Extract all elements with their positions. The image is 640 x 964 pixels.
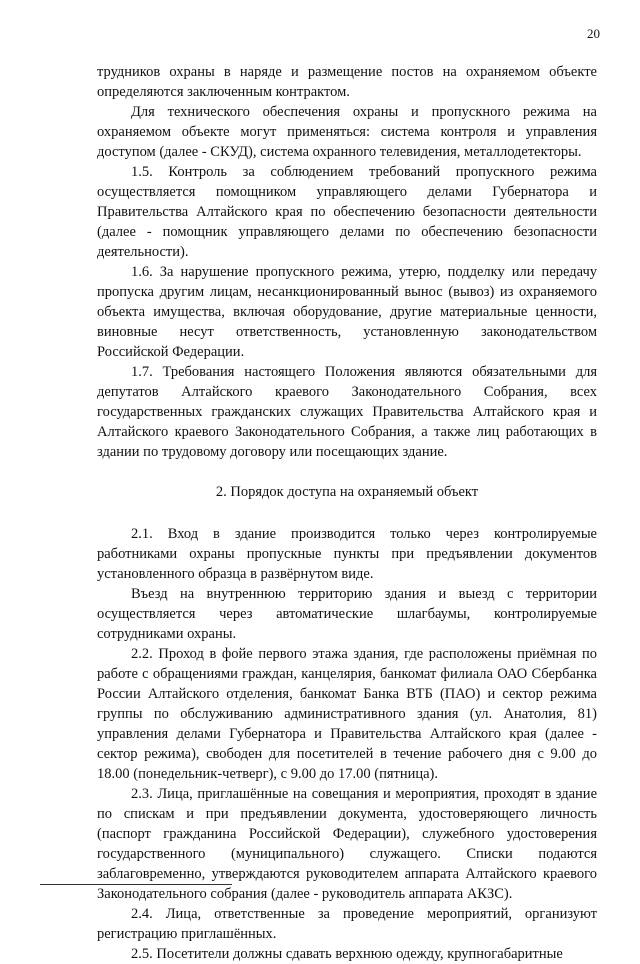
page-number: 20	[587, 26, 600, 41]
paragraph-2-2: 2.2. Проход в фойе первого этажа здания, где расположены приёмная по работе с обращениями граждан, канцелярия, банкомат филиала ОАО Сбербанка России Алтайского отделения, банкомат Банка ВТБ (ПАО) и сектор режима группы по обслуживанию административного здания (ул. Анатолия, 81) управления делами Губернатора и Правительства Алтайского края (далее - сектор режима), свободен для посетителей в течение рабочего дня с 9.00 до 18.00 (понедельник-четверг), с 9.00 до 17.00 (пятница).	[97, 646, 597, 782]
paragraph-2-3: 2.3. Лица, приглашённые на совещания и мероприятия, проходят в здание по спискам и при предъявлении документа, удостоверяющего личность (паспорт гражданина Российской Федерации), служебного удостоверения государственного (муниципального) служащего. Списки подаются заблаговременно, утверждаются руководителем аппарата Алтайского краевого Законодательного собрания (далее - руководитель аппарата АКЗС).	[97, 786, 597, 902]
section-heading: 2. Порядок доступа на охраняемый объект	[215, 484, 479, 500]
paragraph-vehicle-entry: Въезд на внутреннюю территорию здания и выезд с территории осуществляется через автоматические шлагбаумы, контролируемые сотрудниками охраны.	[97, 586, 597, 642]
paragraph-1-6: 1.6. За нарушение пропускного режима, утерю, подделку или передачу пропуска другим лицам, несанкционированный вынос (вывоз) из охраняемого объекта имущества, включая оборудование, другие материальные ценности, виновные несут ответственность, установленную законодательством Российской Федерации.	[97, 264, 597, 360]
footer-divider	[40, 884, 232, 885]
paragraph-continuation: трудников охраны в наряде и размещение постов на охраняемом объекте определяются заключенным контрактом.	[97, 64, 597, 100]
paragraph-2-1: 2.1. Вход в здание производится только через контролируемые работниками охраны пропускные пункты при предъявлении документов установленного образца в развёрнутом виде.	[97, 526, 597, 582]
paragraph-technical-means: Для технического обеспечения охраны и пропускного режима на охраняемом объекте могут применяться: система контроля и управления доступом (далее - СКУД), система охранного телевидения, металлодетекторы.	[97, 104, 597, 160]
paragraph-1-5: 1.5. Контроль за соблюдением требований пропускного режима осуществляется помощником управляющего делами Губернатора и Правительства Алтайского края по обеспечению безопасности деятельности (далее - помощник управляющего делами по обеспечению безопасности деятельности).	[97, 164, 597, 260]
document-body	[97, 62, 597, 964]
paragraph-2-5: 2.5. Посетители должны сдавать верхнюю одежду, крупногабаритные	[131, 946, 563, 962]
paragraph-2-4: 2.4. Лица, ответственные за проведение мероприятий, организуют регистрацию приглашённых.	[97, 906, 597, 942]
paragraph-1-7: 1.7. Требования настоящего Положения являются обязательными для депутатов Алтайского краевого Законодательного Собрания, всех государственных гражданских служащих Правительства Алтайского края и Алтайского краевого Законодательного Собрания, а также лиц работающих в здании по трудовому договору или посещающих здание.	[97, 364, 597, 460]
